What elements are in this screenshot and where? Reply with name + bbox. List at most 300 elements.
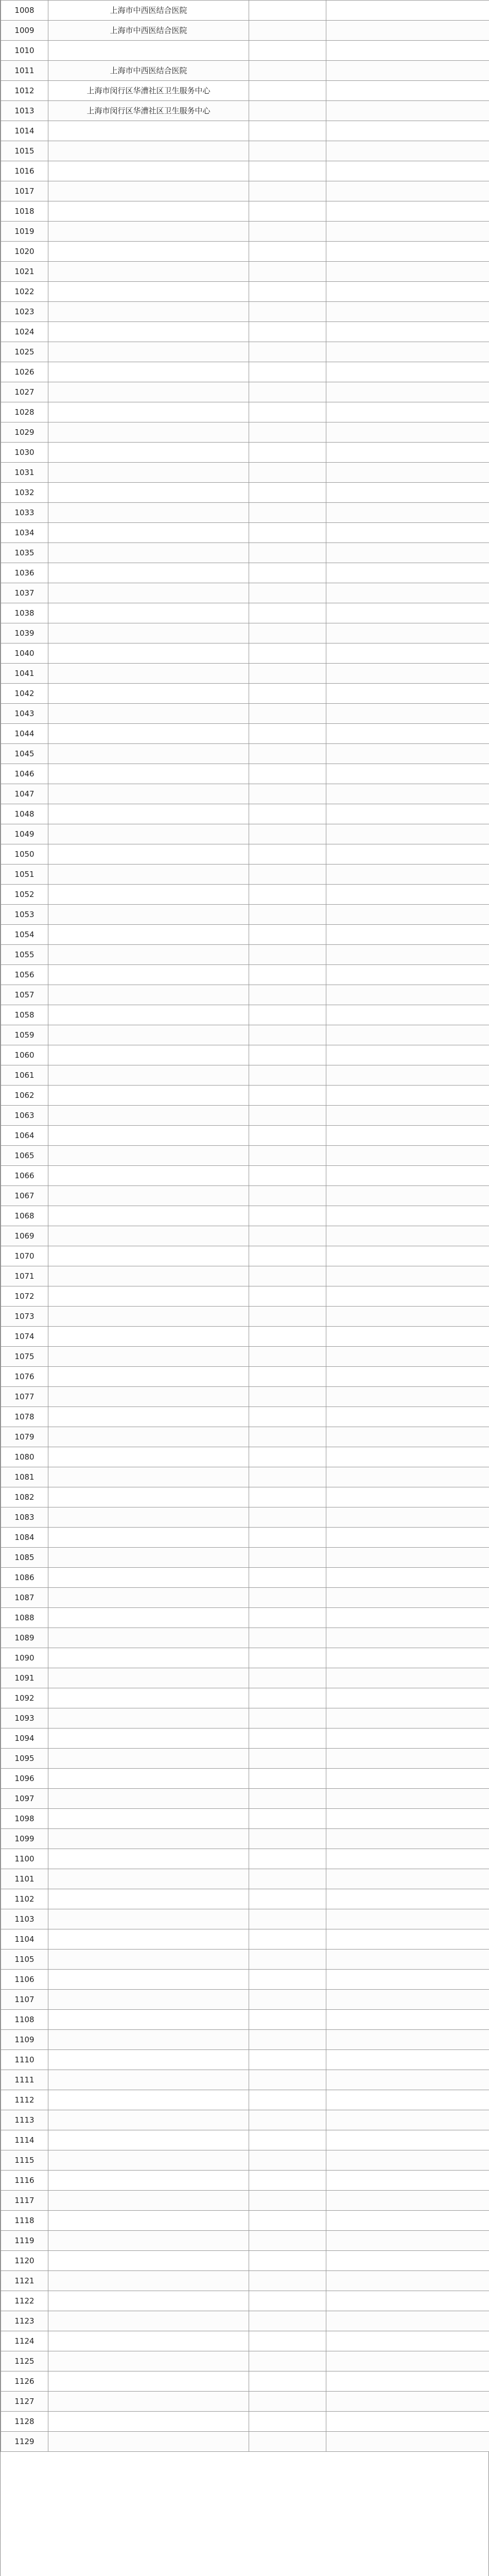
person-cell [249, 222, 326, 242]
table-row [1, 2191, 489, 2211]
row-number-cell: 1044 [1, 724, 48, 744]
records-table [1, 0, 489, 2452]
notes-cell [326, 402, 489, 422]
row-number-cell: 1042 [1, 684, 48, 704]
row-number-cell: 1055 [1, 945, 48, 965]
person-cell [249, 2331, 326, 2351]
organization-cell [48, 1307, 249, 1327]
person-cell [249, 1367, 326, 1387]
person-cell [249, 81, 326, 101]
person-cell [249, 1387, 326, 1407]
notes-cell [326, 2010, 489, 2030]
notes-cell [326, 1427, 489, 1447]
notes-cell [326, 1166, 489, 1186]
table-row [1, 523, 489, 543]
organization-cell [48, 282, 249, 302]
organization-cell [48, 543, 249, 563]
row-number-cell: 1066 [1, 1166, 48, 1186]
table-row [1, 2090, 489, 2110]
table-row [1, 724, 489, 744]
table-row [1, 804, 489, 824]
notes-cell [326, 724, 489, 744]
person-cell [249, 1146, 326, 1166]
row-number-cell: 1075 [1, 1347, 48, 1367]
notes-cell [326, 583, 489, 603]
notes-cell [326, 2130, 489, 2150]
row-number-cell: 1011 [1, 61, 48, 81]
row-number-cell: 1071 [1, 1266, 48, 1286]
table-row [1, 945, 489, 965]
person-cell [249, 784, 326, 804]
notes-cell [326, 2231, 489, 2251]
notes-cell [326, 81, 489, 101]
organization-cell [48, 865, 249, 885]
organization-cell [48, 302, 249, 322]
person-cell [249, 483, 326, 503]
organization-cell [48, 1628, 249, 1648]
person-cell [249, 1507, 326, 1528]
notes-cell [326, 704, 489, 724]
row-number-cell: 1049 [1, 824, 48, 844]
row-number-cell: 1048 [1, 804, 48, 824]
table-row [1, 362, 489, 382]
notes-cell [326, 563, 489, 583]
table-row [1, 1929, 489, 1950]
row-number-cell: 1020 [1, 242, 48, 262]
table-row [1, 1065, 489, 1086]
organization-cell [48, 925, 249, 945]
person-cell [249, 2150, 326, 2171]
row-number-cell: 1079 [1, 1427, 48, 1447]
table-row [1, 2211, 489, 2231]
row-number-cell: 1106 [1, 1970, 48, 1990]
table-row [1, 443, 489, 463]
row-number-cell: 1083 [1, 1507, 48, 1528]
organization-cell [48, 1829, 249, 1849]
person-cell [249, 623, 326, 643]
organization-cell [48, 2050, 249, 2070]
person-cell [249, 302, 326, 322]
organization-cell [48, 1507, 249, 1528]
organization-cell [48, 2030, 249, 2050]
organization-cell [48, 1065, 249, 1086]
table-row [1, 1427, 489, 1447]
organization-cell: 上海市闵行区华漕社区卫生服务中心 [48, 81, 249, 101]
table-row [1, 985, 489, 1005]
organization-cell [48, 382, 249, 402]
organization-cell [48, 2371, 249, 2392]
organization-cell [48, 1708, 249, 1728]
organization-cell [48, 181, 249, 201]
table-row [1, 1327, 489, 1347]
row-number-cell: 1032 [1, 483, 48, 503]
person-cell [249, 2090, 326, 2110]
organization-cell [48, 523, 249, 543]
organization-cell [48, 2211, 249, 2231]
person-cell [249, 1086, 326, 1106]
notes-cell [326, 664, 489, 684]
row-number-cell: 1095 [1, 1749, 48, 1769]
notes-cell [326, 2050, 489, 2070]
person-cell [249, 2211, 326, 2231]
organization-cell [48, 985, 249, 1005]
person-cell [249, 1186, 326, 1206]
row-number-cell: 1115 [1, 2150, 48, 2171]
table-row [1, 121, 489, 141]
person-cell [249, 865, 326, 885]
organization-cell [48, 965, 249, 985]
organization-cell [48, 583, 249, 603]
row-number-cell: 1014 [1, 121, 48, 141]
table-row [1, 21, 489, 41]
notes-cell [326, 744, 489, 764]
person-cell [249, 1005, 326, 1025]
row-number-cell: 1102 [1, 1889, 48, 1909]
organization-cell [48, 402, 249, 422]
organization-cell [48, 1688, 249, 1708]
organization-cell [48, 2090, 249, 2110]
organization-cell [48, 1849, 249, 1869]
table-row [1, 1126, 489, 1146]
person-cell [249, 2412, 326, 2432]
row-number-cell: 1009 [1, 21, 48, 41]
person-cell [249, 523, 326, 543]
table-row [1, 1206, 489, 1226]
row-number-cell: 1061 [1, 1065, 48, 1086]
notes-cell [326, 2291, 489, 2311]
row-number-cell: 1072 [1, 1286, 48, 1307]
person-cell [249, 201, 326, 222]
table-row [1, 1970, 489, 1990]
table-row [1, 2392, 489, 2412]
row-number-cell: 1118 [1, 2211, 48, 2231]
person-cell [249, 1166, 326, 1186]
person-cell [249, 2231, 326, 2251]
organization-cell [48, 2070, 249, 2090]
person-cell [249, 2130, 326, 2150]
notes-cell [326, 1286, 489, 1307]
notes-cell [326, 1929, 489, 1950]
person-cell [249, 1548, 326, 1568]
organization-cell [48, 1869, 249, 1889]
notes-cell [326, 905, 489, 925]
organization-cell [48, 1809, 249, 1829]
person-cell [249, 1769, 326, 1789]
table-row [1, 101, 489, 121]
notes-cell [326, 1809, 489, 1829]
notes-cell [326, 643, 489, 664]
notes-cell [326, 443, 489, 463]
person-cell [249, 1347, 326, 1367]
person-cell [249, 563, 326, 583]
row-number-cell: 1050 [1, 844, 48, 865]
person-cell [249, 2271, 326, 2291]
row-number-cell: 1105 [1, 1950, 48, 1970]
table-row [1, 583, 489, 603]
table-row [1, 925, 489, 945]
row-number-cell: 1067 [1, 1186, 48, 1206]
organization-cell [48, 463, 249, 483]
table-row [1, 1588, 489, 1608]
row-number-cell: 1039 [1, 623, 48, 643]
row-number-cell: 1112 [1, 2090, 48, 2110]
row-number-cell: 1097 [1, 1789, 48, 1809]
person-cell [249, 543, 326, 563]
organization-cell [48, 2231, 249, 2251]
row-number-cell: 1086 [1, 1568, 48, 1588]
organization-cell [48, 1728, 249, 1749]
row-number-cell: 1125 [1, 2351, 48, 2371]
person-cell [249, 61, 326, 81]
row-number-cell: 1123 [1, 2311, 48, 2331]
row-number-cell: 1041 [1, 664, 48, 684]
person-cell [249, 1487, 326, 1507]
row-number-cell: 1098 [1, 1809, 48, 1829]
person-cell [249, 2070, 326, 2090]
person-cell [249, 1266, 326, 1286]
row-number-cell: 1099 [1, 1829, 48, 1849]
notes-cell [326, 1086, 489, 1106]
organization-cell [48, 2130, 249, 2150]
table-row [1, 382, 489, 402]
person-cell [249, 1588, 326, 1608]
notes-cell [326, 985, 489, 1005]
organization-cell [48, 1226, 249, 1246]
notes-cell [326, 463, 489, 483]
person-cell [249, 1990, 326, 2010]
person-cell [249, 161, 326, 181]
table-row [1, 885, 489, 905]
table-row [1, 563, 489, 583]
organization-cell [48, 664, 249, 684]
notes-cell [326, 1548, 489, 1568]
table-row [1, 1728, 489, 1749]
table-row [1, 2432, 489, 2452]
organization-cell [48, 824, 249, 844]
person-cell [249, 724, 326, 744]
person-cell [249, 583, 326, 603]
person-cell [249, 282, 326, 302]
notes-cell [326, 1347, 489, 1367]
person-cell [249, 41, 326, 61]
organization-cell [48, 2392, 249, 2412]
person-cell [249, 141, 326, 161]
table-row [1, 1869, 489, 1889]
organization-cell [48, 885, 249, 905]
person-cell [249, 2371, 326, 2392]
table-row [1, 342, 489, 362]
organization-cell [48, 563, 249, 583]
row-number-cell: 1126 [1, 2371, 48, 2392]
person-cell [249, 2432, 326, 2452]
table-row [1, 402, 489, 422]
person-cell [249, 1708, 326, 1728]
notes-cell [326, 1950, 489, 1970]
row-number-cell: 1120 [1, 2251, 48, 2271]
notes-cell [326, 543, 489, 563]
row-number-cell: 1022 [1, 282, 48, 302]
notes-cell [326, 1407, 489, 1427]
organization-cell [48, 1347, 249, 1367]
row-number-cell: 1124 [1, 2331, 48, 2351]
notes-cell [326, 1869, 489, 1889]
organization-cell [48, 1889, 249, 1909]
table-row [1, 844, 489, 865]
person-cell [249, 1246, 326, 1266]
notes-cell [326, 1769, 489, 1789]
notes-cell [326, 161, 489, 181]
person-cell [249, 764, 326, 784]
row-number-cell: 1031 [1, 463, 48, 483]
row-number-cell: 1052 [1, 885, 48, 905]
notes-cell [326, 1749, 489, 1769]
row-number-cell: 1034 [1, 523, 48, 543]
table-row [1, 262, 489, 282]
person-cell [249, 1327, 326, 1347]
notes-cell [326, 1106, 489, 1126]
row-number-cell: 1023 [1, 302, 48, 322]
notes-cell [326, 1708, 489, 1728]
row-number-cell: 1030 [1, 443, 48, 463]
notes-cell [326, 1648, 489, 1668]
person-cell [249, 1628, 326, 1648]
row-number-cell: 1127 [1, 2392, 48, 2412]
row-number-cell: 1122 [1, 2291, 48, 2311]
row-number-cell: 1065 [1, 1146, 48, 1166]
person-cell [249, 443, 326, 463]
row-number-cell: 1035 [1, 543, 48, 563]
person-cell [249, 2251, 326, 2271]
row-number-cell: 1090 [1, 1648, 48, 1668]
organization-cell [48, 2171, 249, 2191]
notes-cell [326, 1688, 489, 1708]
table-row [1, 543, 489, 563]
table-row [1, 643, 489, 664]
row-number-cell: 1085 [1, 1548, 48, 1568]
person-cell [249, 362, 326, 382]
organization-cell [48, 1588, 249, 1608]
organization-cell: 上海市闵行区华漕社区卫生服务中心 [48, 101, 249, 121]
person-cell [249, 1728, 326, 1749]
notes-cell [326, 1528, 489, 1548]
table-row [1, 784, 489, 804]
row-number-cell: 1058 [1, 1005, 48, 1025]
table-row [1, 1990, 489, 2010]
organization-cell [48, 1086, 249, 1106]
organization-cell [48, 2351, 249, 2371]
notes-cell [326, 2030, 489, 2050]
organization-cell [48, 1789, 249, 1809]
person-cell [249, 1407, 326, 1427]
row-number-cell: 1093 [1, 1708, 48, 1728]
notes-cell [326, 2211, 489, 2231]
organization-cell [48, 201, 249, 222]
table-row [1, 2311, 489, 2331]
organization-cell [48, 643, 249, 664]
table-row [1, 1146, 489, 1166]
person-cell [249, 422, 326, 443]
table-row [1, 1166, 489, 1186]
person-cell [249, 824, 326, 844]
row-number-cell: 1100 [1, 1849, 48, 1869]
person-cell [249, 2392, 326, 2412]
person-cell [249, 985, 326, 1005]
person-cell [249, 1106, 326, 1126]
notes-cell [326, 1467, 489, 1487]
row-number-cell: 1070 [1, 1246, 48, 1266]
organization-cell [48, 1769, 249, 1789]
person-cell [249, 21, 326, 41]
person-cell [249, 1849, 326, 1869]
organization-cell [48, 2191, 249, 2211]
table-row [1, 1387, 489, 1407]
person-cell [249, 463, 326, 483]
organization-cell [48, 1407, 249, 1427]
notes-cell [326, 925, 489, 945]
row-number-cell: 1038 [1, 603, 48, 623]
row-number-cell: 1012 [1, 81, 48, 101]
person-cell [249, 262, 326, 282]
organization-cell [48, 784, 249, 804]
table-row [1, 1749, 489, 1769]
table-row [1, 905, 489, 925]
table-row [1, 422, 489, 443]
row-number-cell: 1088 [1, 1608, 48, 1628]
table-row [1, 2150, 489, 2171]
organization-cell [48, 1206, 249, 1226]
notes-cell [326, 865, 489, 885]
notes-cell [326, 322, 489, 342]
row-number-cell: 1051 [1, 865, 48, 885]
person-cell [249, 2191, 326, 2211]
notes-cell [326, 181, 489, 201]
notes-cell [326, 1126, 489, 1146]
row-number-cell: 1101 [1, 1869, 48, 1889]
organization-cell [48, 844, 249, 865]
row-number-cell: 1121 [1, 2271, 48, 2291]
table-row [1, 1708, 489, 1728]
table-row [1, 1889, 489, 1909]
person-cell [249, 1829, 326, 1849]
notes-cell [326, 2432, 489, 2452]
organization-cell [48, 483, 249, 503]
table-row [1, 463, 489, 483]
row-number-cell: 1080 [1, 1447, 48, 1467]
row-number-cell: 1103 [1, 1909, 48, 1929]
row-number-cell: 1062 [1, 1086, 48, 1106]
row-number-cell: 1117 [1, 2191, 48, 2211]
person-cell [249, 1025, 326, 1045]
row-number-cell: 1073 [1, 1307, 48, 1327]
person-cell [249, 1608, 326, 1628]
table-row [1, 2351, 489, 2371]
row-number-cell: 1033 [1, 503, 48, 523]
table-row [1, 2331, 489, 2351]
organization-cell [48, 342, 249, 362]
notes-cell [326, 1990, 489, 2010]
person-cell [249, 1909, 326, 1929]
person-cell [249, 603, 326, 623]
row-number-cell: 1129 [1, 2432, 48, 2452]
organization-cell [48, 1327, 249, 1347]
organization-cell [48, 362, 249, 382]
organization-cell [48, 1166, 249, 1186]
table-row [1, 483, 489, 503]
row-number-cell: 1027 [1, 382, 48, 402]
person-cell [249, 1688, 326, 1708]
row-number-cell: 1046 [1, 764, 48, 784]
organization-cell [48, 1668, 249, 1688]
